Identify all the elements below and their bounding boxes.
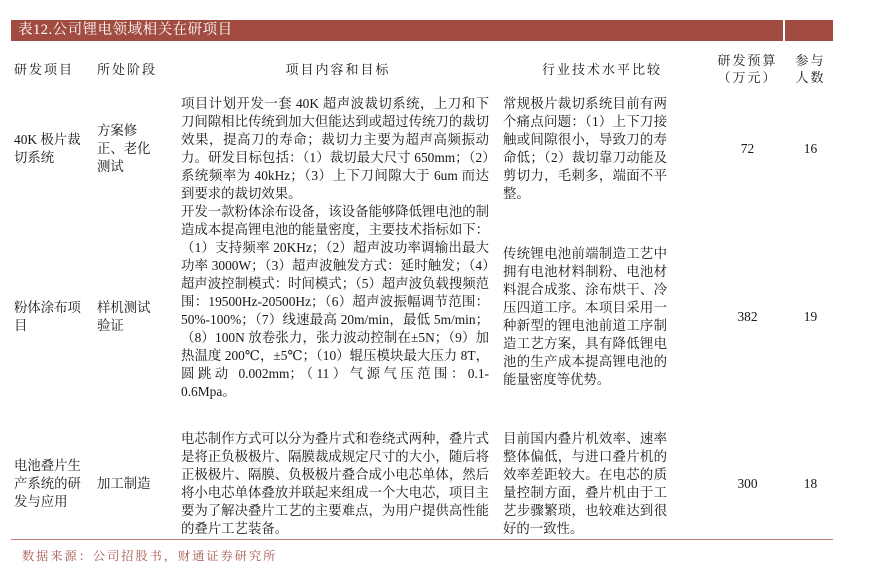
cell-budget: 382 <box>737 308 758 324</box>
table-row <box>11 203 833 430</box>
header-stage: 所处阶段 <box>97 61 158 77</box>
cell-comparison <box>497 203 707 430</box>
title-bar-divider <box>783 20 785 41</box>
cell-comparison <box>497 430 707 538</box>
cell-project: 粉体涂布项目 <box>14 299 81 333</box>
header-budget-line2: （万元） <box>717 70 778 85</box>
table-title: 表12.公司锂电领域相关在研项目 <box>18 22 233 38</box>
cell-content: 电芯制作方式可以分为叠片式和卷绕式两种，叠片式是将正负极极片、隔膜裁成规定尺寸的大小，随后将正极极片、隔膜、负极极片叠合成小电芯单体，然后将小电芯单体叠放并联起来组成一个大电芯，项目主要为了解决叠片工艺的主要难点，为用户提供高性能的叠片工艺装备。 <box>181 431 489 536</box>
cell-comparison <box>497 95 707 203</box>
cell-participants: 19 <box>803 308 818 324</box>
table-header-row <box>11 52 833 86</box>
table-container <box>11 20 833 563</box>
cell-comparison-text: 目前国内叠片机效率、速率整体偏低，与进口叠片机的效率差距较大。在电芯的质量控制方面，叠片机由于工艺步骤繁琐，也较难达到很好的一致性。 <box>503 431 667 536</box>
cell-project: 电池叠片生产系统的研发与应用 <box>14 458 81 509</box>
header-content: 项目内容和目标 <box>285 61 391 77</box>
cell-stage: 样机测试验证 <box>97 299 151 333</box>
cell-comparison-text: 常规极片裁切系统目前有两个痛点问题：（1）上下刀接触或间隙很小，导致刀的寿命低；（2）裁切靠刀动能及剪切力，毛刺多，端面不平整。 <box>503 96 667 201</box>
cell-stage: 加工制造 <box>97 476 151 491</box>
header-participants-line2: 人数 <box>795 70 826 85</box>
table-bottom-rule <box>11 539 833 540</box>
cell-budget: 72 <box>740 141 755 156</box>
cell-comparison-text: 传统锂电池前端制造工艺中拥有电池材料制粉、电池材料混合成浆、涂布烘干、冷压四道工序。本项目采用一种新型的锂电池前道工序制造工艺方案，具有降低锂电池的生产成本提高锂电池的能量密度等优势。 <box>503 245 667 387</box>
table-row <box>11 430 833 538</box>
data-source-note: 数据来源：公司招股书，财通证券研究所 <box>22 549 278 563</box>
cell-budget: 300 <box>737 476 758 491</box>
cell-participants: 18 <box>803 476 818 491</box>
cell-content: 项目计划开发一套 40K 超声波裁切系统，上刀和下刀间隙相比传统到加大但能达到或超过传统刀的裁切效果，提高刀的寿命；裁切力主要为超声高频振动力。研发目标包括：（1）裁切最大尺寸 650mm；（2）系统频率为 40kHz；（3）上下刀间隙大于 6um 而达到要求的裁切效果。 <box>181 96 489 201</box>
cell-content: 开发一款粉体涂布设备，该设备能够降低锂电池的制造成本提高锂电池的能量密度，主要技术指标如下：（1）支持频率 20KHz；（2）超声波功率调输出最大功率 3000W；（3）超声波触发方式：延时触发；（4）超声波控制模式：时间模式；（5）超声波负载搜频范围：19500Hz-20500Hz；（6）超声波振幅调节范围：50%-100%；（7）线速最高 20m/min，最低 5m/min；（8）100N 放卷张力，张力波动控制在±5N；（9）加热温度 200℃，±5℃；（10）辊压模块最大压力 8T，圆跳动 0.002mm；（11）气源气压范围：0.1-0.6Mpa。 <box>181 204 489 399</box>
table-row <box>11 95 833 203</box>
header-participants <box>788 52 833 86</box>
header-project: 研发项目 <box>14 61 75 77</box>
cell-participants: 16 <box>803 141 818 156</box>
header-participants-line1: 参与 <box>795 53 826 68</box>
header-budget-line1: 研发预算 <box>717 53 778 68</box>
table-title-bar <box>11 20 833 41</box>
cell-stage: 方案修正、老化测试 <box>97 123 151 174</box>
header-comparison: 行业技术水平比较 <box>541 61 662 77</box>
cell-project: 40K 极片裁切系统 <box>14 132 81 165</box>
header-budget <box>707 52 788 86</box>
